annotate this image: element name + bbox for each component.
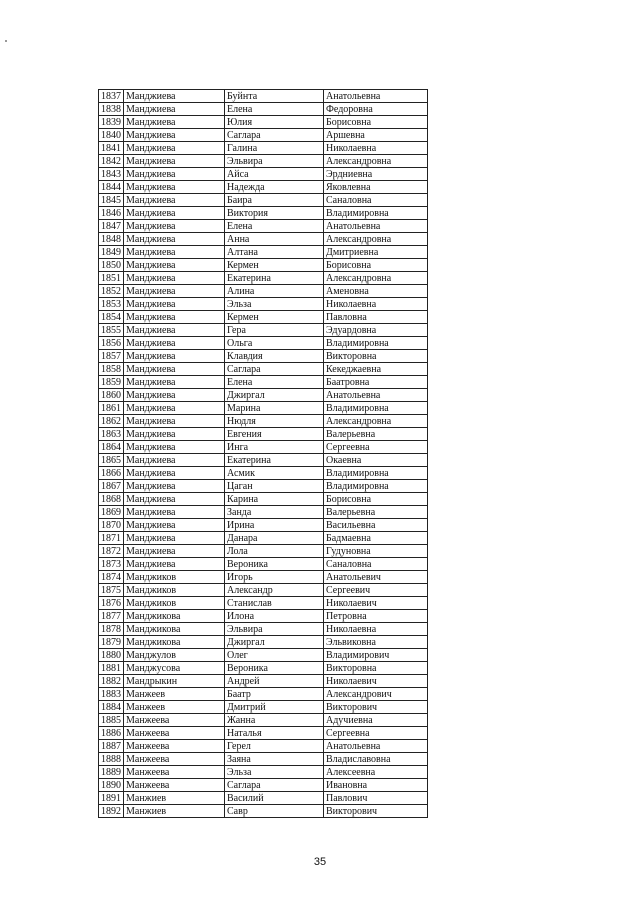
table-row [99, 285, 428, 298]
patronymic-cell: Петровна [324, 610, 428, 623]
patronymic-cell: Викторович [324, 805, 428, 818]
patronymic-cell: Николаевна [324, 142, 428, 155]
table-row [99, 181, 428, 194]
first-name-cell: Марина [225, 402, 324, 415]
first-name-cell: Алтана [225, 246, 324, 259]
table-row [99, 662, 428, 675]
patronymic-cell: Васильевна [324, 519, 428, 532]
first-name-cell: Виктория [225, 207, 324, 220]
first-name-cell: Лола [225, 545, 324, 558]
patronymic-cell: Александрович [324, 688, 428, 701]
surname-cell: Манджиева [124, 454, 225, 467]
first-name-cell: Галина [225, 142, 324, 155]
row-number: 1837 [99, 90, 124, 103]
table-row [99, 272, 428, 285]
surname-cell: Манджиков [124, 571, 225, 584]
surname-cell: Манджусова [124, 662, 225, 675]
table-row [99, 714, 428, 727]
row-number: 1859 [99, 376, 124, 389]
row-number: 1849 [99, 246, 124, 259]
table-row [99, 428, 428, 441]
patronymic-cell: Владимировна [324, 467, 428, 480]
surname-cell: Манджиева [124, 168, 225, 181]
surname-cell: Манжеева [124, 766, 225, 779]
table-row [99, 90, 428, 103]
row-number: 1842 [99, 155, 124, 168]
first-name-cell: Нюдля [225, 415, 324, 428]
first-name-cell: Жанна [225, 714, 324, 727]
table-row [99, 155, 428, 168]
surname-cell: Мандрыкин [124, 675, 225, 688]
table-row [99, 129, 428, 142]
table-row [99, 298, 428, 311]
row-number: 1856 [99, 337, 124, 350]
first-name-cell: Айса [225, 168, 324, 181]
row-number: 1883 [99, 688, 124, 701]
row-number: 1843 [99, 168, 124, 181]
patronymic-cell: Гудуновна [324, 545, 428, 558]
surname-cell: Манджиева [124, 441, 225, 454]
scan-speck [5, 40, 7, 42]
surname-cell: Манджиева [124, 233, 225, 246]
row-number: 1867 [99, 480, 124, 493]
row-number: 1878 [99, 623, 124, 636]
surname-cell: Манжиев [124, 792, 225, 805]
row-number: 1870 [99, 519, 124, 532]
table-row [99, 688, 428, 701]
row-number: 1844 [99, 181, 124, 194]
patronymic-cell: Александровна [324, 415, 428, 428]
patronymic-cell: Николаевна [324, 298, 428, 311]
surname-cell: Манджиева [124, 428, 225, 441]
table-row [99, 207, 428, 220]
first-name-cell: Алина [225, 285, 324, 298]
table-row [99, 337, 428, 350]
first-name-cell: Анна [225, 233, 324, 246]
first-name-cell: Вероника [225, 662, 324, 675]
first-name-cell: Дмитрий [225, 701, 324, 714]
page-number: 35 [313, 856, 327, 868]
row-number: 1875 [99, 584, 124, 597]
patronymic-cell: Баатровна [324, 376, 428, 389]
patronymic-cell: Анатольевна [324, 389, 428, 402]
patronymic-cell: Александровна [324, 272, 428, 285]
patronymic-cell: Николаевна [324, 623, 428, 636]
first-name-cell: Евгения [225, 428, 324, 441]
first-name-cell: Вероника [225, 558, 324, 571]
first-name-cell: Клавдия [225, 350, 324, 363]
patronymic-cell: Борисовна [324, 259, 428, 272]
surname-cell: Манжеева [124, 714, 225, 727]
surname-cell: Манджиева [124, 545, 225, 558]
surname-cell: Манджиева [124, 363, 225, 376]
row-number: 1892 [99, 805, 124, 818]
patronymic-cell: Викторовна [324, 350, 428, 363]
patronymic-cell: Николаевич [324, 597, 428, 610]
patronymic-cell: Валерьевна [324, 428, 428, 441]
first-name-cell: Олег [225, 649, 324, 662]
table-row [99, 701, 428, 714]
patronymic-cell: Эрдниевна [324, 168, 428, 181]
surname-cell: Манжеева [124, 779, 225, 792]
row-number: 1861 [99, 402, 124, 415]
table-row [99, 558, 428, 571]
row-number: 1839 [99, 116, 124, 129]
table-row [99, 740, 428, 753]
patronymic-cell: Сергеевна [324, 727, 428, 740]
patronymic-cell: Владиславовна [324, 753, 428, 766]
row-number: 1858 [99, 363, 124, 376]
surname-cell: Манжеев [124, 688, 225, 701]
table-row [99, 116, 428, 129]
surname-cell: Манджиева [124, 506, 225, 519]
surname-cell: Манджиева [124, 298, 225, 311]
table-row [99, 454, 428, 467]
first-name-cell: Ольга [225, 337, 324, 350]
row-number: 1880 [99, 649, 124, 662]
row-number: 1888 [99, 753, 124, 766]
surname-cell: Манджиева [124, 181, 225, 194]
row-number: 1886 [99, 727, 124, 740]
first-name-cell: Баатр [225, 688, 324, 701]
patronymic-cell: Алексеевна [324, 766, 428, 779]
surname-cell: Манджиева [124, 376, 225, 389]
row-number: 1869 [99, 506, 124, 519]
row-number: 1868 [99, 493, 124, 506]
surname-cell: Манджиева [124, 155, 225, 168]
surname-cell: Манжиев [124, 805, 225, 818]
surname-cell: Манджиева [124, 129, 225, 142]
row-number: 1853 [99, 298, 124, 311]
patronymic-cell: Валерьевна [324, 506, 428, 519]
row-number: 1882 [99, 675, 124, 688]
patronymic-cell: Анатольевна [324, 220, 428, 233]
patronymic-cell: Борисовна [324, 116, 428, 129]
first-name-cell: Гера [225, 324, 324, 337]
row-number: 1879 [99, 636, 124, 649]
table-row [99, 415, 428, 428]
first-name-cell: Заяна [225, 753, 324, 766]
row-number: 1885 [99, 714, 124, 727]
surname-cell: Манджиева [124, 324, 225, 337]
surname-cell: Манджиков [124, 584, 225, 597]
surname-cell: Манджиева [124, 493, 225, 506]
row-number: 1862 [99, 415, 124, 428]
row-number: 1841 [99, 142, 124, 155]
patronymic-cell: Адучиевна [324, 714, 428, 727]
row-number: 1871 [99, 532, 124, 545]
table-row [99, 532, 428, 545]
patronymic-cell: Федоровна [324, 103, 428, 116]
patronymic-cell: Аменовна [324, 285, 428, 298]
first-name-cell: Андрей [225, 675, 324, 688]
first-name-cell: Карина [225, 493, 324, 506]
surname-cell: Манджиева [124, 311, 225, 324]
patronymic-cell: Кекеджаевна [324, 363, 428, 376]
patronymic-cell: Эдуардовна [324, 324, 428, 337]
patronymic-cell: Сергеевна [324, 441, 428, 454]
first-name-cell: Занда [225, 506, 324, 519]
patronymic-cell: Николаевич [324, 675, 428, 688]
table-row [99, 805, 428, 818]
surname-cell: Манджиева [124, 246, 225, 259]
row-number: 1850 [99, 259, 124, 272]
table-row [99, 246, 428, 259]
surname-cell: Манжеева [124, 753, 225, 766]
first-name-cell: Эльвира [225, 155, 324, 168]
surname-cell: Манджиева [124, 402, 225, 415]
table-row [99, 519, 428, 532]
row-number: 1863 [99, 428, 124, 441]
row-number: 1865 [99, 454, 124, 467]
surname-cell: Манджиева [124, 558, 225, 571]
first-name-cell: Инга [225, 441, 324, 454]
table-row [99, 597, 428, 610]
table-row [99, 779, 428, 792]
row-number: 1877 [99, 610, 124, 623]
table-row [99, 363, 428, 376]
table-row [99, 675, 428, 688]
surname-cell: Манджиева [124, 389, 225, 402]
table-row [99, 220, 428, 233]
first-name-cell: Надежда [225, 181, 324, 194]
patronymic-cell: Владимировна [324, 337, 428, 350]
table-row [99, 480, 428, 493]
name-roster-table [98, 89, 428, 818]
roster-body [99, 90, 428, 818]
table-row [99, 623, 428, 636]
patronymic-cell: Владимировна [324, 207, 428, 220]
table-row [99, 194, 428, 207]
first-name-cell: Кермен [225, 311, 324, 324]
row-number: 1887 [99, 740, 124, 753]
surname-cell: Манджулов [124, 649, 225, 662]
table-row [99, 376, 428, 389]
row-number: 1872 [99, 545, 124, 558]
table-row [99, 324, 428, 337]
row-number: 1890 [99, 779, 124, 792]
patronymic-cell: Сергеевич [324, 584, 428, 597]
patronymic-cell: Павлович [324, 792, 428, 805]
first-name-cell: Александр [225, 584, 324, 597]
first-name-cell: Кермен [225, 259, 324, 272]
surname-cell: Манджиева [124, 272, 225, 285]
surname-cell: Манджиева [124, 142, 225, 155]
table-row [99, 389, 428, 402]
first-name-cell: Василий [225, 792, 324, 805]
first-name-cell: Джиргал [225, 389, 324, 402]
first-name-cell: Эльза [225, 766, 324, 779]
surname-cell: Манджикова [124, 636, 225, 649]
patronymic-cell: Яковлевна [324, 181, 428, 194]
surname-cell: Манджиева [124, 259, 225, 272]
first-name-cell: Данара [225, 532, 324, 545]
row-number: 1889 [99, 766, 124, 779]
row-number: 1857 [99, 350, 124, 363]
first-name-cell: Елена [225, 376, 324, 389]
surname-cell: Манджиева [124, 467, 225, 480]
row-number: 1854 [99, 311, 124, 324]
first-name-cell: Юлия [225, 116, 324, 129]
first-name-cell: Буйнта [225, 90, 324, 103]
table-row [99, 441, 428, 454]
table-row [99, 233, 428, 246]
table-row [99, 649, 428, 662]
row-number: 1881 [99, 662, 124, 675]
first-name-cell: Герел [225, 740, 324, 753]
table-row [99, 766, 428, 779]
patronymic-cell: Владимировна [324, 480, 428, 493]
first-name-cell: Станислав [225, 597, 324, 610]
patronymic-cell: Анатольевич [324, 571, 428, 584]
row-number: 1891 [99, 792, 124, 805]
surname-cell: Манджиева [124, 350, 225, 363]
first-name-cell: Екатерина [225, 454, 324, 467]
patronymic-cell: Викторовна [324, 662, 428, 675]
first-name-cell: Саглара [225, 779, 324, 792]
row-number: 1845 [99, 194, 124, 207]
first-name-cell: Елена [225, 103, 324, 116]
surname-cell: Манджиева [124, 220, 225, 233]
surname-cell: Манжеев [124, 701, 225, 714]
first-name-cell: Илона [225, 610, 324, 623]
surname-cell: Манджиева [124, 480, 225, 493]
table-row [99, 103, 428, 116]
surname-cell: Манджиева [124, 285, 225, 298]
table-row [99, 584, 428, 597]
patronymic-cell: Анатольевна [324, 740, 428, 753]
row-number: 1846 [99, 207, 124, 220]
first-name-cell: Елена [225, 220, 324, 233]
table-row [99, 727, 428, 740]
patronymic-cell: Бадмаевна [324, 532, 428, 545]
first-name-cell: Саглара [225, 129, 324, 142]
table-row [99, 467, 428, 480]
surname-cell: Манджиева [124, 116, 225, 129]
row-number: 1855 [99, 324, 124, 337]
patronymic-cell: Владимировна [324, 402, 428, 415]
patronymic-cell: Владимирович [324, 649, 428, 662]
first-name-cell: Баира [225, 194, 324, 207]
patronymic-cell: Борисовна [324, 493, 428, 506]
patronymic-cell: Эльвиковна [324, 636, 428, 649]
table-row [99, 142, 428, 155]
row-number: 1847 [99, 220, 124, 233]
first-name-cell: Асмик [225, 467, 324, 480]
surname-cell: Манжеева [124, 727, 225, 740]
table-row [99, 402, 428, 415]
patronymic-cell: Викторович [324, 701, 428, 714]
first-name-cell: Эльза [225, 298, 324, 311]
first-name-cell: Савр [225, 805, 324, 818]
row-number: 1866 [99, 467, 124, 480]
surname-cell: Манджикова [124, 623, 225, 636]
surname-cell: Манджиева [124, 194, 225, 207]
row-number: 1873 [99, 558, 124, 571]
surname-cell: Манджикова [124, 610, 225, 623]
first-name-cell: Екатерина [225, 272, 324, 285]
first-name-cell: Цаган [225, 480, 324, 493]
table-row [99, 311, 428, 324]
table-row [99, 792, 428, 805]
surname-cell: Манджиков [124, 597, 225, 610]
surname-cell: Манджиева [124, 207, 225, 220]
patronymic-cell: Саналовна [324, 558, 428, 571]
patronymic-cell: Александровна [324, 233, 428, 246]
patronymic-cell: Павловна [324, 311, 428, 324]
row-number: 1848 [99, 233, 124, 246]
row-number: 1874 [99, 571, 124, 584]
table-row [99, 259, 428, 272]
patronymic-cell: Окаевна [324, 454, 428, 467]
table-row [99, 636, 428, 649]
first-name-cell: Эльвира [225, 623, 324, 636]
table-row [99, 350, 428, 363]
surname-cell: Манджиева [124, 103, 225, 116]
surname-cell: Манджиева [124, 415, 225, 428]
table-row [99, 545, 428, 558]
table-row [99, 610, 428, 623]
table-row [99, 506, 428, 519]
first-name-cell: Игорь [225, 571, 324, 584]
first-name-cell: Ирина [225, 519, 324, 532]
patronymic-cell: Ивановна [324, 779, 428, 792]
table-row [99, 571, 428, 584]
table-row [99, 493, 428, 506]
table-row [99, 753, 428, 766]
row-number: 1860 [99, 389, 124, 402]
first-name-cell: Наталья [225, 727, 324, 740]
patronymic-cell: Саналовна [324, 194, 428, 207]
patronymic-cell: Дмитриевна [324, 246, 428, 259]
patronymic-cell: Анатольевна [324, 90, 428, 103]
row-number: 1852 [99, 285, 124, 298]
table-row [99, 168, 428, 181]
first-name-cell: Джиргал [225, 636, 324, 649]
first-name-cell: Саглара [225, 363, 324, 376]
row-number: 1838 [99, 103, 124, 116]
row-number: 1840 [99, 129, 124, 142]
surname-cell: Манджиева [124, 532, 225, 545]
row-number: 1864 [99, 441, 124, 454]
surname-cell: Манджиева [124, 337, 225, 350]
row-number: 1884 [99, 701, 124, 714]
row-number: 1876 [99, 597, 124, 610]
surname-cell: Манджиева [124, 90, 225, 103]
row-number: 1851 [99, 272, 124, 285]
patronymic-cell: Александровна [324, 155, 428, 168]
surname-cell: Манджиева [124, 519, 225, 532]
surname-cell: Манжеева [124, 740, 225, 753]
patronymic-cell: Аршевна [324, 129, 428, 142]
